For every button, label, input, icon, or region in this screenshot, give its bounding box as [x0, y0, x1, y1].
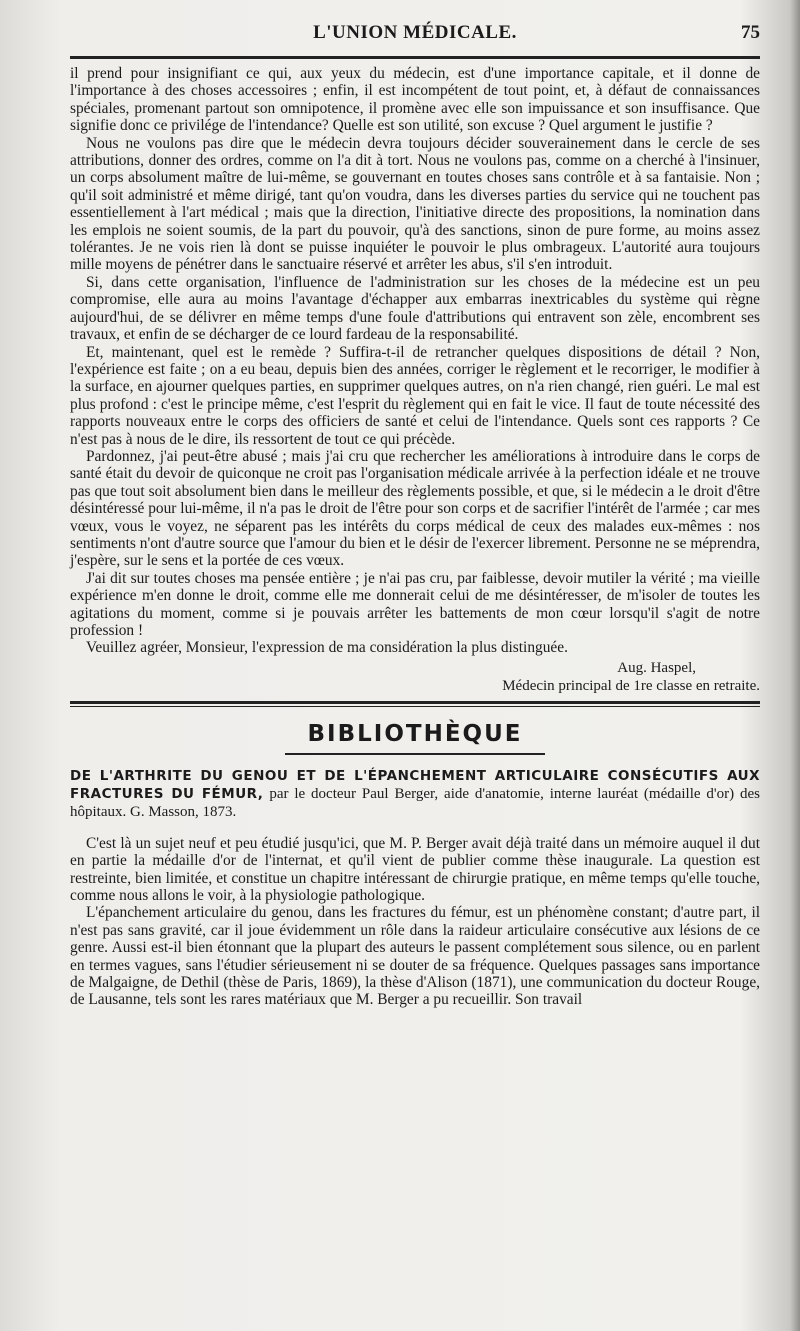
section-title-underline	[285, 753, 545, 755]
letter-paragraph: Et, maintenant, quel est le remède ? Suffira-t-il de retrancher quelques dispositions de détail ? Non, l'expérience est faite ; on a eu beau, depuis bien des années, corriger le règlement et le recorriger, le modifier à la surface, en ajourner quelques parties, en supprimer quelques autres, on n'a rien changé, rien guéri. Le mal est plus profond : c'est le principe même, c'est l'esprit du règlement qui en fait le vice. Il faut de toute nécessité des rapports nouveaux entre le corps des officiers de santé et celui de l'intendance. Quels sont ces rapports ? Ce n'est pas à nous de le dire, ils ressortent de tout ce qui précède.	[70, 343, 760, 448]
book-reference	[70, 767, 760, 821]
header-rule	[70, 56, 760, 59]
signature-title: Médecin principal de 1re classe en retraite.	[502, 677, 760, 694]
section-title: BIBLIOTHÈQUE	[307, 720, 523, 747]
book-author-publisher: par le docteur Paul Berger, aide d'anatomie, interne lauréat (médaille d'or) des hôpitaux. G. Masson, 1873.	[70, 785, 761, 820]
review-paragraph: C'est là un sujet neuf et peu étudié jusqu'ici, que M. P. Berger avait déjà traité dans un mémoire auquel il dut en partie la médaille d'or de l'internat, et qu'il vient de publier comme thèse inaugurale. La question est restreinte, bien limitée, et constitue un chapitre intéressant de chirurgie pratique, en même temps qu'elle touche, comme nous allons le voir, à la physiologie pathologique.	[70, 834, 760, 905]
review-body	[70, 835, 760, 1009]
review-paragraph: L'épanchement articulaire du genou, dans les fractures du fémur, est un phénomène constant; d'autre part, il n'est pas sans gravité, car il joue évidemment un rôle dans la raideur articulaire consécutive aux lésions de ce genre. Aussi est-il bien étonnant que la plupart des auteurs le passent complétement sous silence, ou en parlent en termes vagues, sans l'étudier sérieusement ni se douter de sa fréquence. Quelques passages sans importance de Malgaigne, de Dethil (thèse de Paris, 1869), la thèse d'Alison (1871), une communication du docteur Rouge, de Lausanne, tels sont les rares matériaux que M. Berger a pu recueillir. Son travail	[70, 904, 760, 1009]
journal-title: L'UNION MÉDICALE.	[313, 22, 517, 43]
letter-paragraph: Veuillez agréer, Monsieur, l'expression de ma considération la plus distinguée.	[86, 639, 568, 657]
letter-paragraph: J'ai dit sur toutes choses ma pensée entière ; je n'ai pas cru, par faiblesse, devoir mutiler la vérité ; ma vieille expérience m'en donne le droit, comme elle me donnerait celui de me désintéresser, de m'isoler de toutes les agitations du moment, comme si je pouvais arrêter les battements de mon cœur lorsqu'il s'agit de notre profession !	[70, 569, 760, 639]
signature	[70, 659, 760, 695]
book-title: DE L'ARTHRITE DU GENOU ET DE L'ÉPANCHEMENT ARTICULAIRE CONSÉCUTIFS AUX FRACTURES DU FÉMUR,	[70, 767, 760, 802]
letter-paragraph: Pardonnez, j'ai peut-être abusé ; mais j'ai cru que rechercher les améliorations à introduire dans le corps de santé était du devoir de quiconque ne croit pas l'organisation médicale arrivée à la perfection idéale et ne trouve pas que tout soit absolument bien dans le meilleur des règlements possible, et que, si le médecin a le droit d'être désintéressé pour lui-même, il n'a pas le droit de l'être pour son corps et de sacrifier l'intérêt de l'armée ; car mes vœux, vous le voyez, ne séparent pas les intérêts du corps médical de ceux des malades eux-mêmes : nos sentiments n'ont d'autre source que l'amour du bien et le désir de l'exercer librement. Personne ne se méprendra, j'espère, sur le sens et la portée de ces vœux.	[70, 447, 760, 570]
letter-paragraph: Si, dans cette organisation, l'influence de l'administration sur les choses de la médecine est un peu compromise, elle aura au moins l'avantage d'échapper aux embarras inextricables du système qui règne aujourd'hui, de se délivrer en même temps d'une foule d'attributions qui entravent son zèle, encombrent ses travaux, et enfin de se décharger de ce lourd fardeau de la responsabilité.	[70, 273, 760, 344]
signature-name: Aug. Haspel,	[617, 659, 696, 676]
page-number: 75	[741, 22, 760, 43]
page-header	[70, 18, 760, 48]
letter-paragraph: Nous ne voulons pas dire que le médecin devra toujours décider souverainement dans le cercle de ses attributions, donner des ordres, comme on l'a dit à tort. Nous ne voulons pas, comme on a cherché à l'insinuer, un corps absolument maître de lui-même, se gouvernant en toutes choses sans contrôle et à sa fantaisie. Non ; qu'il soit administré et même dirigé, tant qu'on voudra, dans les diverses parties du service qui ne touchent pas essentiellement à l'art médical ; mais que la direction, l'initiative directe des propositions, la nomination dans les emplois ne soient soumis, de la part du pouvoir, qu'à des sanctions, sinon de pure forme, au moins assez tolérantes. Je ne vois rien là dont se puisse inquiéter le pouvoir le plus ombrageux. L'autorité aura toujours mille moyens de pénétrer dans le sanctuaire réservé et arrêter les abus, s'il s'en introduit.	[70, 134, 760, 274]
letter-body	[70, 65, 760, 657]
section-rule	[70, 701, 760, 707]
letter-paragraph: il prend pour insignifiant ce qui, aux yeux du médecin, est d'une importance capitale, et il donne de l'importance à des choses accessoires ; enfin, il est incompétent de tout point, et, à défaut de connaissances spéciales, promenant partout son omnipotence, il promène avec elle son impuissance et son insuffisance. Que signifie donc ce privilége de l'intendance? Quelle est son utilité, son excuse ? Quel argument le justifie ?	[70, 65, 760, 135]
